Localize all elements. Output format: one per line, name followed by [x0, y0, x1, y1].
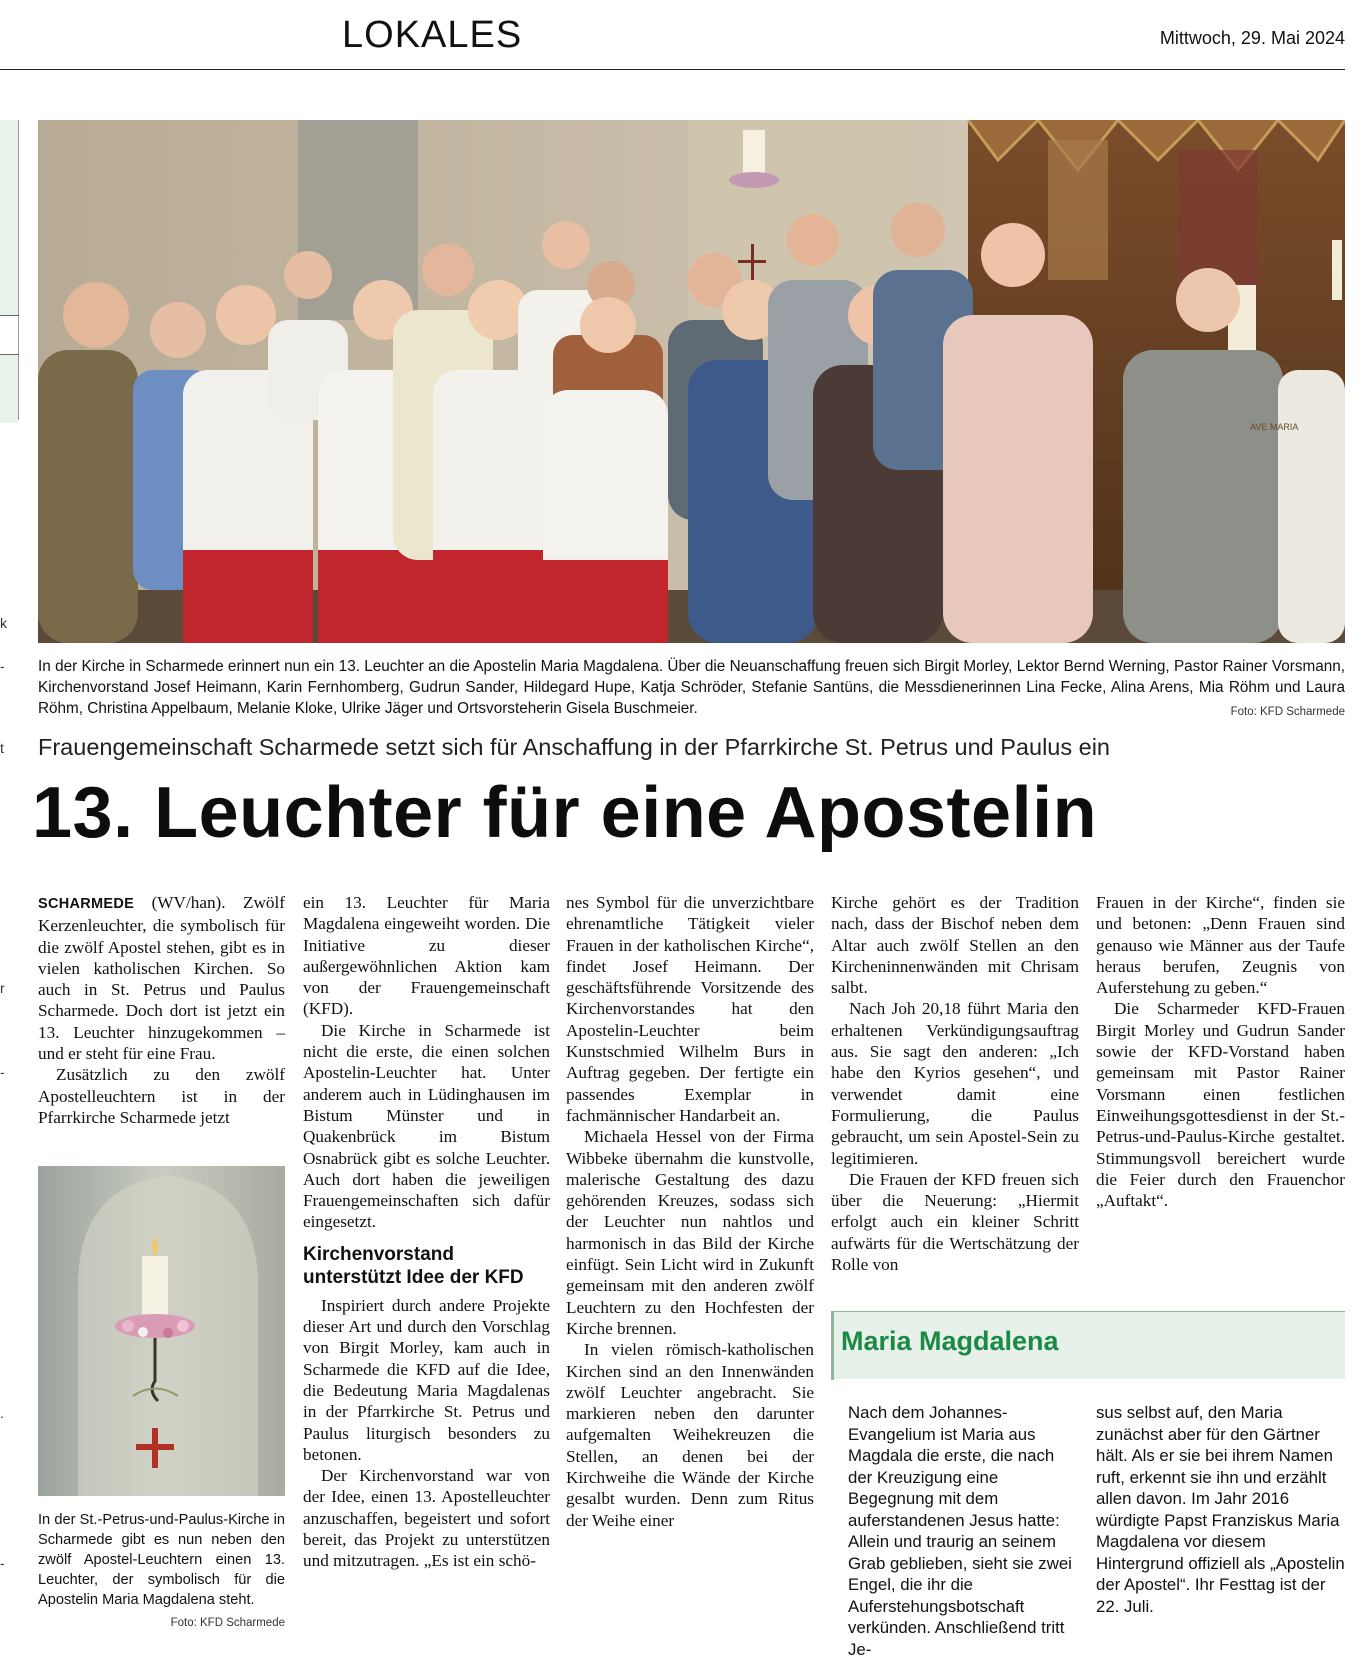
- info-box-text: Nach dem Johannes-Evangelium ist Maria aus Magdala die erste, die nach der Kreuzigung eine Begegnung mit dem auferstandenen Jesus hatte: Allein und traurig an seinem Grab geblieben, sieht sie zwei Engel, die ihr die Auferstehungsbotschaft verkünden. Anschließend tritt Je-: [848, 1403, 1072, 1659]
- candle-photo: [38, 1166, 285, 1496]
- margin-rule: [0, 354, 19, 355]
- section-title: LOKALES: [342, 14, 523, 56]
- margin-fragment: t: [0, 740, 4, 756]
- photo-caption-text: In der Kirche in Scharmede erinnert nun ein 13. Leuchter an die Apostelin Maria Magdalena. Über die Neuanschaffung freuen sich Birgit Morley, Lektor Bernd Werning, Pastor Rainer Vorsmann, Kirchenvorstand Josef Heimann, Karin Fernhomberg, Gudrun Sander, Hildegard Hupe, Katja Schröder, Stefanie Santüns, die Messdienerinnen Lina Fecke, Alina Arens, Mia Röhm und Laura Röhm, Christina Appelbaum, Melanie Kloke, Ulrike Jäger und Ortsvorsteherin Gisela Buschmeier.: [38, 658, 1345, 717]
- article-column-5: [1096, 892, 1345, 1211]
- article-lead-text: (WV/han). Zwölf Kerzenleuchter, die symbolisch für die zwölf Apostel stehen, gibt es in vielen katholischen Kirchen. So auch in St. Petrus und Paulus Scharmede. Doch dort ist jetzt ein 13. Leuchter hinzugekommen – und er steht für eine Frau.: [38, 893, 285, 1064]
- margin-tint: [0, 120, 18, 315]
- group-photo-illustration: [38, 120, 1345, 643]
- article-column-2: [303, 892, 550, 1572]
- article-paragraph: Frauen in der Kirche“, finden sie und betonen: „Denn Frauen sind genauso wie Männer aus der Taufe heraus berufen, Zeugnis von Auferstehung zu geben.“: [1096, 893, 1345, 998]
- margin-fragment: -: [0, 1555, 5, 1571]
- article-paragraph: In vielen römisch-katholischen Kirchen sind an den Innenwänden zwölf Leuchter angebracht. Sie markieren neben den darunter aufgemalten Weihekreuzen die Stellen, an denen bei der Kirchweihe die Wände der Kirche gesalbt wurden. Denn zum Ritus der Weihe einer: [566, 1340, 814, 1530]
- article-headline: 13. Leuchter für eine Apostelin: [32, 773, 1098, 853]
- article-subheadline: Frauengemeinschaft Scharmede setzt sich für Anschaffung in der Pfarrkirche St. Petrus und Paulus ein: [38, 734, 1110, 760]
- margin-fragment: -: [0, 1064, 5, 1080]
- info-box-header: [831, 1311, 1345, 1379]
- article-paragraph: Die Frauen der KFD freuen sich über die Neuerung: „Hiermit erfolgt auch ein kleiner Schritt aufwärts für die Wertschätzung der Rolle von: [831, 1169, 1079, 1275]
- article-column-1: [38, 892, 285, 1128]
- group-photo: [38, 120, 1345, 643]
- margin-rule: [0, 315, 19, 316]
- article-paragraph: Der Kirchenvorstand war von der Idee, einen 13. Apostelleuchter anzuschaffen, begeistert und sofort bereit, das Projekt zu unterstützen und mitzutragen. „Es ist ein schö-: [303, 1466, 550, 1571]
- article-paragraph: Zusätzlich zu den zwölf Apostelleuchtern ist in der Pfarrkirche Scharmede jetzt: [38, 1065, 285, 1127]
- article-subhead: Kirchenvorstand unterstützt Idee der KFD: [303, 1243, 524, 1288]
- article-paragraph: Inspiriert durch andere Projekte dieser Art und durch den Vorschlag von Birgit Morley, kam auch in Scharmede die KFD auf die Idee, die Bedeutung Maria Magdalenas in der Pfarrkirche St. Petrus und Paulus liturgisch besonders zu betonen.: [303, 1295, 550, 1464]
- article-column-3: [566, 892, 814, 1531]
- photo-credit: Foto: KFD Scharmede: [1230, 706, 1345, 718]
- article-paragraph: Michaela Hessel von der Firma Wibbeke übernahm die kunstvolle, malerische Gestaltung des dazu gehörenden Kreuzes, sodass sich der Leuchter nun nahtlos und harmonisch in das Bild der Kirche einfügt. Sein Licht wird in Zukunft gemeinsam mit den anderen zwölf Leuchtern zu den Hochfesten der Kirche brennen.: [566, 1127, 814, 1338]
- article-dateline: SCHARMEDE: [38, 896, 135, 912]
- article-paragraph: [38, 892, 285, 1064]
- candle-photo-credit: Foto: KFD Scharmede: [170, 1617, 285, 1629]
- info-box-rule: [831, 1312, 834, 1380]
- margin-fragment: .: [0, 1405, 4, 1421]
- candle-photo-caption-text: In der St.-Petrus-und-Paulus-Kirche in Scharmede gibt es nun neben den zwölf Apostel-Leuchtern einen 13. Leuchter, der symbolisch für die Apostelin Maria Magdalena steht.: [38, 1512, 285, 1608]
- info-box-text: sus selbst auf, den Maria zunächst aber für den Gärtner hält. Als er sie bei ihrem Namen ruft, erkennt sie ihn und erzählt allen davon. Im Jahr 2016 würdigte Papst Franziskus Maria Magdalena vor diesem Hintergrund offiziell als „Apostelin der Apostel“. Ihr Festtag ist der 22. Juli.: [1096, 1403, 1345, 1616]
- margin-fragment: -: [0, 658, 5, 674]
- article-paragraph: ein 13. Leuchter für Maria Magdalena eingeweiht worden. Die Initiative zu dieser außergewöhnlichen Aktion kam von der Frauengemeinschaft (KFD).: [303, 893, 550, 1019]
- margin-fragment: k: [0, 615, 7, 631]
- article-column-4: [831, 892, 1079, 1275]
- candle-photo-illustration: [38, 1166, 285, 1496]
- margin-fragment: r: [0, 980, 5, 996]
- candle-photo-caption: [38, 1510, 285, 1633]
- margin-rule: [18, 120, 19, 420]
- article-paragraph: Die Scharmeder KFD-Frauen Birgit Morley und Gudrun Sander sowie der KFD-Vorstand haben gemeinsam mit Pastor Rainer Vorsmann einen festlichen Einweihungsgottesdienst in der St.-Petrus-und-Paulus-Kirche gestaltet. Stimmungsvoll bereichert wurde die Feier durch den Frauenchor „Auftakt“.: [1096, 999, 1345, 1211]
- page-header: [0, 0, 1345, 70]
- article-paragraph: Die Kirche in Scharmede ist nicht die erste, die einen solchen Apostelin-Leuchter hat. Unter anderem auch in Lüdinghausen im Bistum Münster und in Quakenbrück im Bistum Osnabrück gibt es solche Leuchter. Auch dort haben die jeweiligen Frauengemeinschaften sich dafür eingesetzt.: [303, 1020, 550, 1232]
- article-paragraph: Nach Joh 20,18 führt Maria den erhaltenen Verkündigungsauftrag aus. Sie sagt den anderen: „Ich habe den Kyrios gesehen“, und verwendet damit eine Formulierung, die Paulus gebraucht, um sein Apostel-Sein zu legitimieren.: [831, 999, 1079, 1168]
- margin-tint: [0, 355, 18, 423]
- issue-date: Mittwoch, 29. Mai 2024: [1159, 28, 1345, 48]
- candle-inscription: AVE MARIA: [1250, 422, 1299, 432]
- photo-caption: [38, 656, 1345, 723]
- article-paragraph: nes Symbol für die unverzichtbare ehrenamtliche Tätigkeit vieler Frauen in der katholischen Kirche“, findet Josef Heimann. Der geschäftsführende Vorsitzende des Kirchenvorstandes hat den Apostelin-Leuchter beim Kunstschmied Wilhelm Burs in Auftrag gegeben. Der fertigte ein passendes Exemplar in fachmännischer Handarbeit an.: [566, 893, 814, 1125]
- article-paragraph: Kirche gehört es der Tradition nach, dass der Bischof neben dem Altar auch zwölf Stellen an den Kircheninnenwänden mit Chrisam salbt.: [831, 893, 1079, 998]
- info-box-title: Maria Magdalena: [841, 1326, 1059, 1356]
